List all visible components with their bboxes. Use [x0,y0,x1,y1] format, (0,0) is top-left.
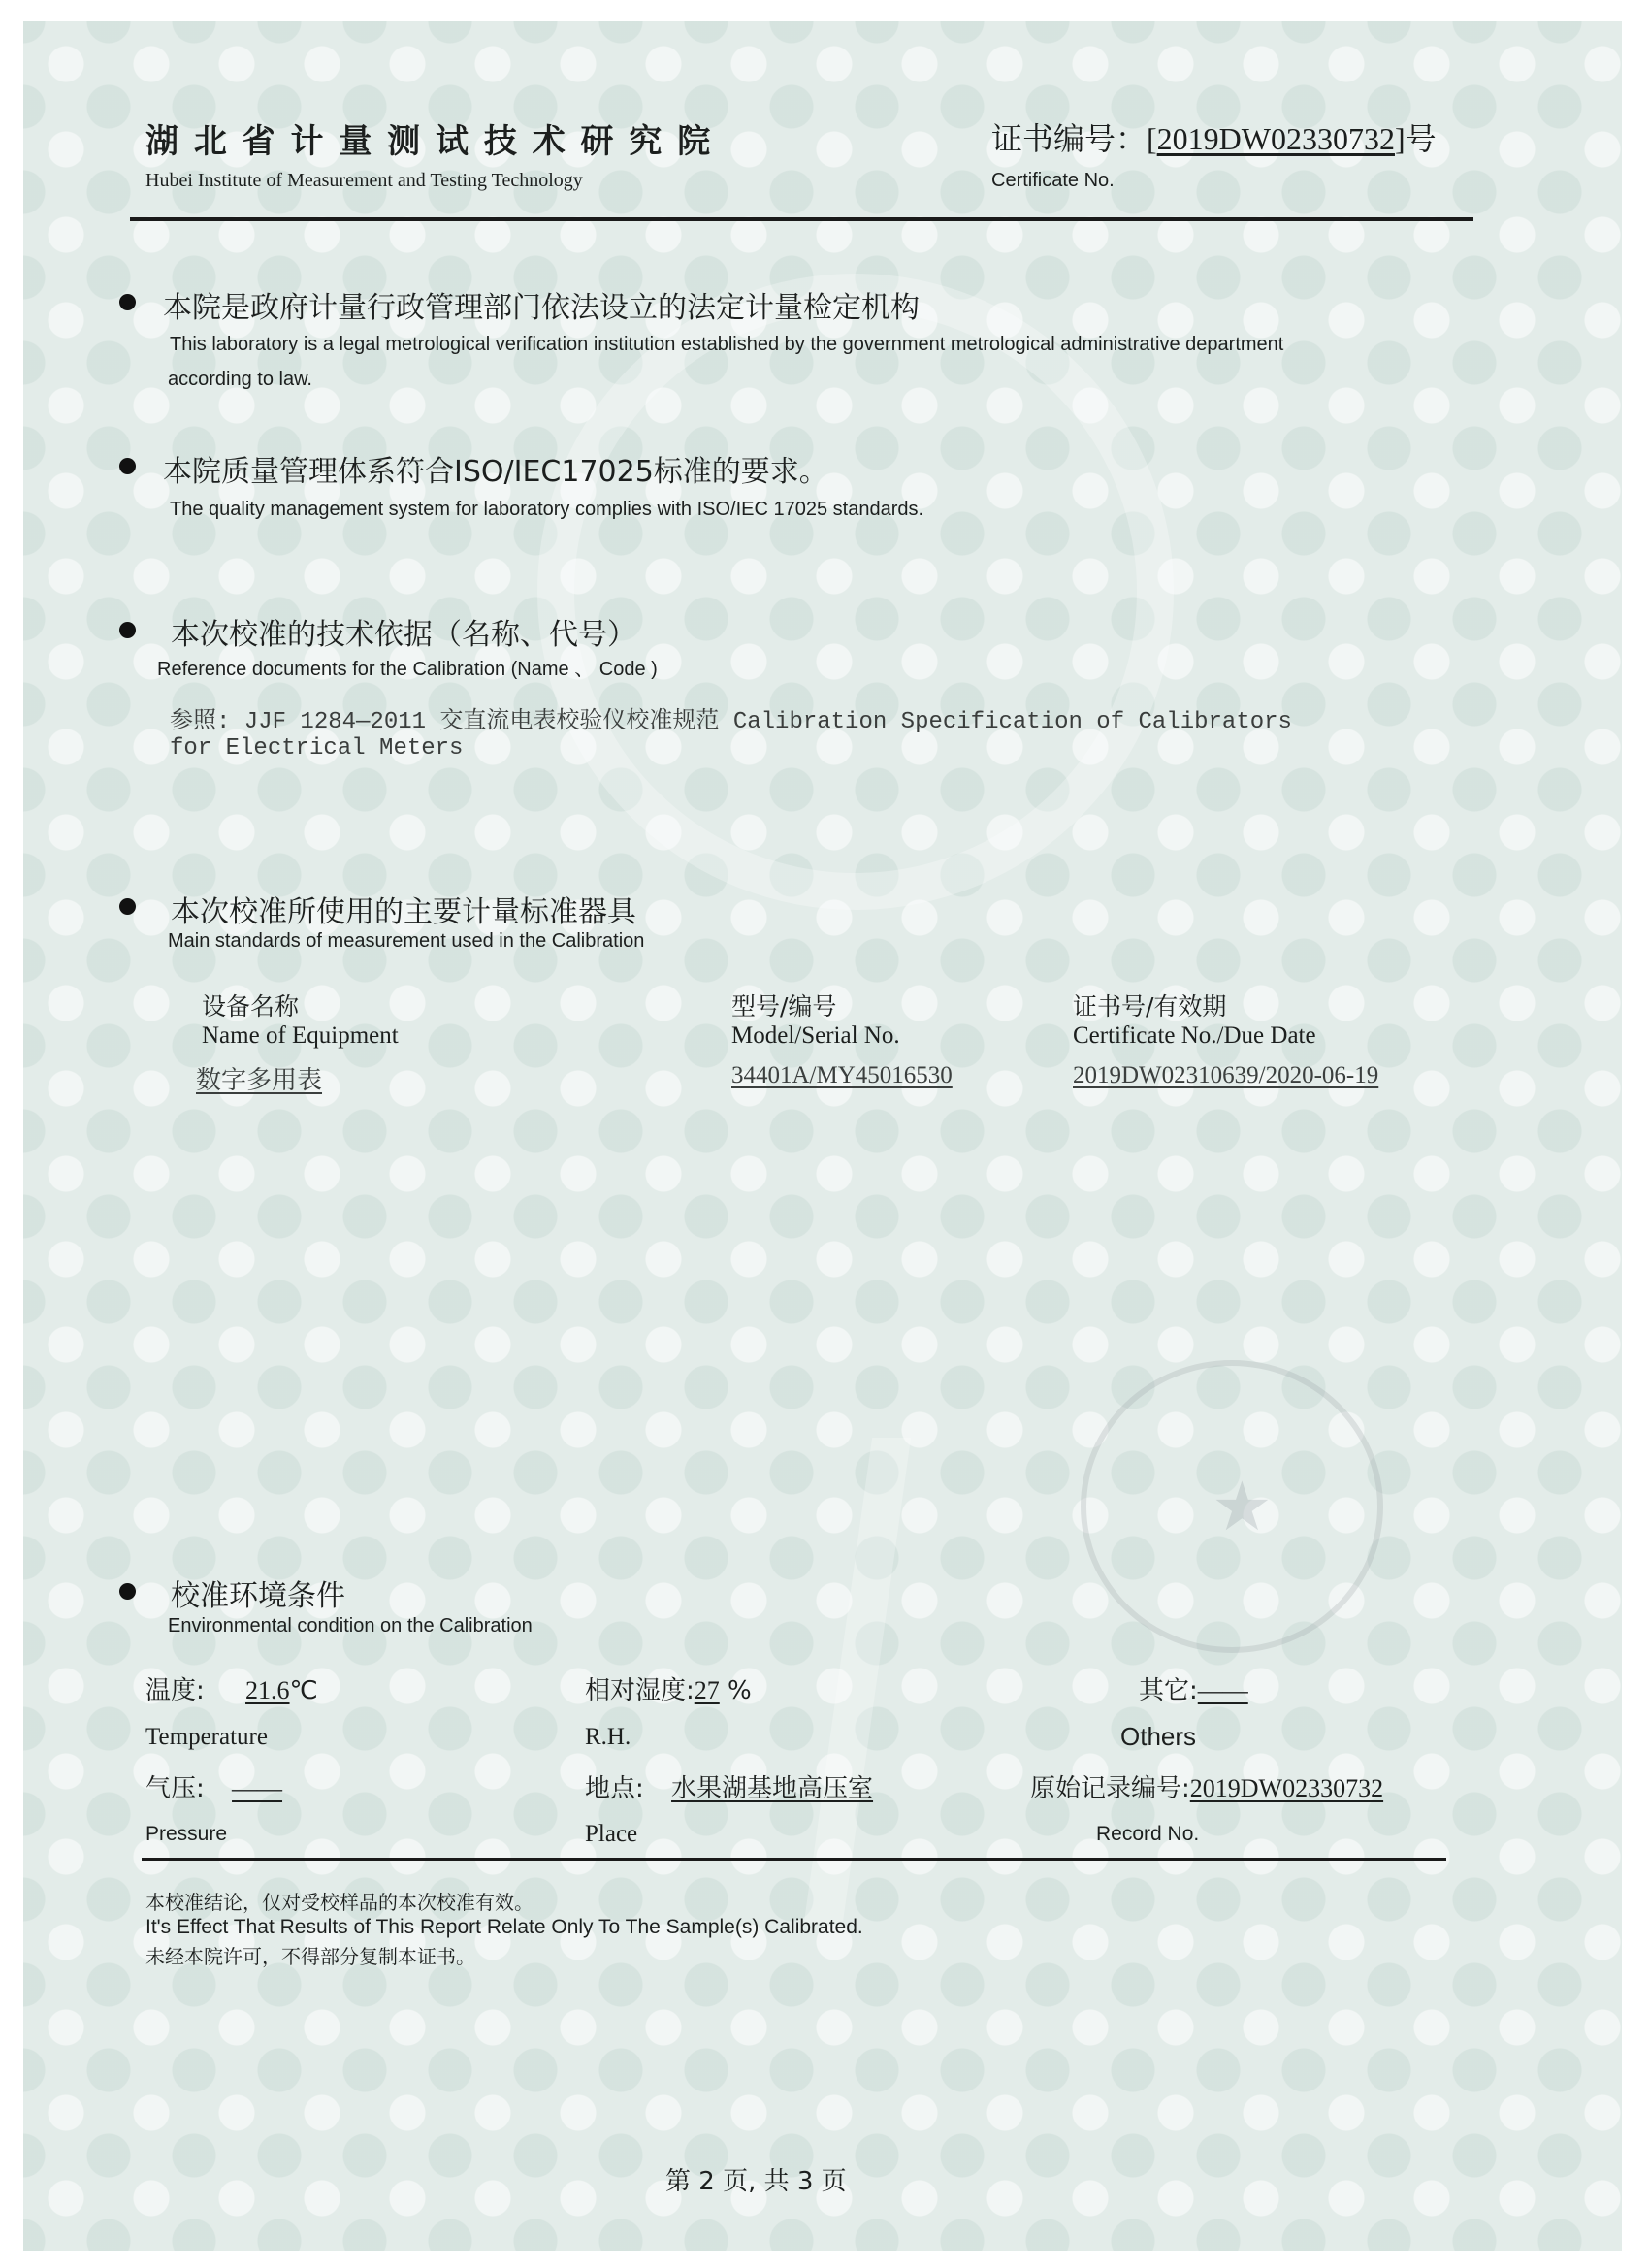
statement-quality-cn: 本院质量管理体系符合ISO/IEC17025标准的要求。 [163,455,828,489]
statement-legal-cn: 本院是政府计量行政管理部门依法设立的法定计量检定机构 [163,291,920,325]
copy-restriction-note-cn: 未经本院许可，不得部分复制本证书。 [146,1945,475,1968]
environment-rule [142,1858,1446,1861]
header-rule [130,217,1473,221]
watermark-logo [537,274,1174,910]
rh-unit: % [728,1676,752,1705]
temperature-label-cn: 温度: [146,1676,205,1705]
page-number: 第 2 页, 共 3 页 [665,2167,847,2196]
col-header-equipment-cn: 设备名称 [202,992,300,1021]
bullet-icon [119,622,136,638]
institute-name-cn: 湖 北 省 计 量 测 试 技 术 研 究 院 [146,122,713,161]
place-value: 水果湖基地高压室 [671,1774,874,1802]
rh-label-en: R.H. [585,1724,631,1750]
temperature-value: 21.6 [245,1676,290,1704]
reference-heading-cn: 本次校准的技术依据（名称、代号） [171,618,636,652]
validity-note-cn: 本校准结论，仅对受校样品的本次校准有效。 [146,1891,534,1914]
environment-heading-en: Environmental condition on the Calibration [168,1615,533,1636]
bullet-icon [119,898,136,915]
watermark-mark [804,1438,911,1923]
humidity-field [585,1670,752,1706]
bullet-icon [119,1583,136,1600]
pressure-field [146,1768,282,1804]
temperature-field [146,1670,318,1706]
cert-suffix: 号 [1405,120,1437,157]
equipment-model-serial: 34401A/MY45016530 [731,1062,953,1088]
others-label-en: Others [1120,1722,1197,1751]
reference-document-line-1: 参照: JJF 1284—2011 交直流电表校验仪校准规范 Calibration Specification of Calibrators [170,709,1292,735]
place-label-cn: 地点: [585,1774,644,1803]
standards-heading-cn: 本次校准所使用的主要计量标准器具 [171,895,636,929]
validity-note-en: It's Effect That Results of This Report Relate Only To The Sample(s) Calibrated. [146,1916,863,1938]
cert-number-value: 2019DW02330732 [1156,121,1395,156]
cert-label-en: Certificate No. [991,170,1115,191]
environment-heading-cn: 校准环境条件 [171,1579,345,1613]
others-label-cn: 其它: [1139,1676,1198,1705]
seal-star-icon: ★ [1212,1467,1273,1546]
record-label-en: Record No. [1096,1823,1200,1845]
standards-heading-en: Main standards of measurement used in the Calibration [168,930,645,952]
bullet-icon [119,458,136,474]
statement-legal-en-1: This laboratory is a legal metrological verification institution established by the government metrological administrative department [170,334,1284,355]
col-header-model-en: Model/Serial No. [731,1022,900,1049]
temperature-label-en: Temperature [146,1724,268,1750]
record-value: 2019DW02330732 [1189,1774,1384,1802]
place-field [585,1768,873,1804]
statement-quality-en: The quality management system for laboratory complies with ISO/IEC 17025 standards. [170,499,924,520]
record-field [1030,1768,1383,1804]
rh-value: 27 [694,1676,720,1704]
place-label-en: Place [585,1821,638,1847]
rh-label-cn: 相对湿度: [585,1676,695,1705]
bullet-icon [119,294,136,310]
pressure-label-en: Pressure [146,1823,228,1845]
others-value: —— [1197,1676,1248,1704]
equipment-name: 数字多用表 [196,1066,323,1094]
reference-heading-en: Reference documents for the Calibration (Name 、 Code ) [157,659,658,680]
temperature-unit: ℃ [289,1676,318,1705]
col-header-model-cn: 型号/编号 [731,992,837,1021]
institute-name-en: Hubei Institute of Measurement and Testing Technology [146,170,583,191]
others-field [1139,1670,1248,1706]
equipment-certificate-due: 2019DW02310639/2020-06-19 [1073,1062,1379,1088]
certificate-number: 证书编号：[2019DW02330732]号 [991,120,1437,157]
col-header-certificate-en: Certificate No./Due Date [1073,1022,1316,1049]
col-header-equipment-en: Name of Equipment [202,1022,399,1049]
cert-label-cn: 证书编号： [991,120,1148,157]
reference-document-line-2: for Electrical Meters [170,735,464,761]
record-label-cn: 原始记录编号: [1030,1774,1190,1803]
pressure-value: —— [232,1774,283,1802]
statement-legal-en-2: according to law. [168,369,312,390]
col-header-certificate-cn: 证书号/有效期 [1073,992,1227,1021]
pressure-label-cn: 气压: [146,1774,205,1803]
